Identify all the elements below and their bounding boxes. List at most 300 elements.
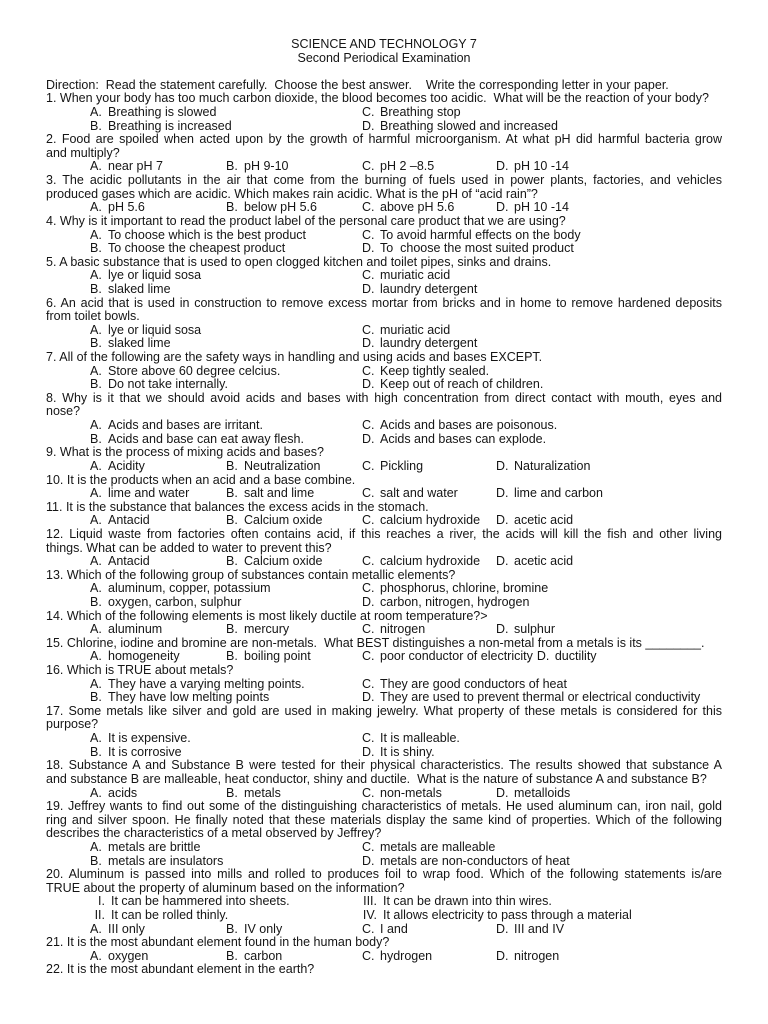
question-1 bbox=[46, 92, 722, 133]
option-text: muriatic acid bbox=[380, 322, 451, 337]
option-text: Pickling bbox=[380, 458, 424, 473]
question-number: 3. bbox=[46, 173, 57, 188]
question-10 bbox=[46, 474, 722, 501]
option-text: hydrogen bbox=[380, 948, 433, 963]
question-number: 9. bbox=[46, 445, 57, 460]
option-letter: C. bbox=[362, 649, 375, 664]
options-row bbox=[46, 746, 722, 760]
question-number: 22. bbox=[46, 962, 64, 977]
option-letter: A. bbox=[90, 227, 102, 242]
answer-option-c bbox=[362, 324, 450, 338]
options-row bbox=[46, 582, 722, 596]
option-letter: D. bbox=[362, 431, 375, 446]
option-text: It allows electricity to pass through a material bbox=[383, 908, 632, 922]
option-letter: B. bbox=[226, 200, 238, 215]
question-5 bbox=[46, 256, 722, 297]
option-letter: IV. bbox=[362, 908, 377, 922]
option-text: metals are brittle bbox=[108, 839, 201, 854]
option-letter: B. bbox=[226, 921, 238, 936]
option-text: Acids and bases are irritant. bbox=[108, 418, 263, 433]
question-number: 5. bbox=[46, 254, 57, 269]
option-text: acetic acid bbox=[514, 554, 574, 569]
question-stem-line bbox=[46, 637, 722, 651]
answer-option-a bbox=[90, 160, 226, 174]
question-number: 12. bbox=[46, 526, 64, 541]
option-letter: C. bbox=[362, 322, 375, 337]
option-letter: A. bbox=[90, 785, 102, 800]
options-row bbox=[46, 623, 722, 637]
answer-option-b bbox=[226, 787, 362, 801]
answer-option-b bbox=[90, 337, 362, 351]
answer-option-a bbox=[90, 678, 362, 692]
exam-subtitle: Second Periodical Examination bbox=[297, 50, 471, 65]
question-3 bbox=[46, 174, 722, 215]
question-number: 10. bbox=[46, 472, 64, 487]
option-letter: C. bbox=[362, 676, 375, 691]
question-stem-line bbox=[46, 297, 722, 311]
option-text: Acids and base can eat away flesh. bbox=[108, 431, 304, 446]
question-number: 14. bbox=[46, 608, 64, 623]
answer-option-c bbox=[362, 787, 496, 801]
option-text: non-metals bbox=[380, 785, 442, 800]
question-stem-line bbox=[46, 773, 722, 787]
option-text: slaked lime bbox=[108, 281, 171, 296]
answer-option-c bbox=[362, 229, 581, 243]
answer-option-c bbox=[362, 841, 495, 855]
question-text: nose? bbox=[46, 404, 81, 419]
question-text: and multiply? bbox=[46, 145, 120, 160]
option-letter: A. bbox=[90, 105, 102, 120]
question-text: Food are spoiled when acted upon by the growth of harmful microorganism. At what pH did harmful bacteria grow bbox=[61, 132, 722, 147]
option-letter: B. bbox=[90, 744, 102, 759]
question-stem-line bbox=[46, 718, 722, 732]
option-text: metals are malleable bbox=[380, 839, 496, 854]
question-text: An acid that is used in construction to remove excess mortar from bricks and in home to remove hardened deposits bbox=[60, 295, 722, 310]
question-text: It is the substance that balances the excess acids in the stomach. bbox=[65, 499, 429, 514]
options-row bbox=[46, 855, 722, 869]
answer-option-c bbox=[362, 555, 496, 569]
options-row bbox=[46, 650, 722, 664]
options-row bbox=[46, 732, 722, 746]
answer-option-a bbox=[90, 201, 226, 215]
option-letter: A. bbox=[90, 921, 102, 936]
question-stem-line bbox=[46, 133, 722, 147]
question-text: When your body has too much carbon dioxide, the blood becomes too acidic. What will be the reaction of your body? bbox=[59, 91, 709, 106]
answer-option-b bbox=[90, 746, 362, 760]
option-text: near pH 7 bbox=[108, 159, 163, 174]
question-text: Why is it that we should avoid acids and bases with high concentration from direct contact with mouth, eyes and bbox=[62, 390, 722, 405]
answer-option-b bbox=[90, 433, 362, 447]
option-letter: I. bbox=[98, 894, 105, 909]
question-stem-line bbox=[46, 405, 722, 419]
option-text: nitrogen bbox=[380, 622, 426, 637]
options-row bbox=[46, 201, 722, 215]
answer-option-d bbox=[496, 950, 559, 964]
option-text: slaked lime bbox=[108, 336, 171, 351]
question-text: Some metals like silver and gold are used in making jewelry. What property of these metals is considered for this bbox=[68, 703, 722, 718]
answer-option-a bbox=[90, 487, 226, 501]
option-letter: C. bbox=[362, 921, 375, 936]
answer-option-c bbox=[362, 582, 548, 596]
option-letter: D. bbox=[362, 594, 375, 609]
answer-option-c bbox=[362, 419, 557, 433]
options-row bbox=[46, 365, 722, 379]
option-letter: D. bbox=[496, 921, 509, 936]
answer-option-d bbox=[496, 923, 564, 937]
question-stem-line bbox=[46, 92, 722, 106]
option-letter: II. bbox=[94, 908, 105, 922]
options-row bbox=[46, 337, 722, 351]
statement-iii bbox=[362, 895, 552, 909]
option-text: It is malleable. bbox=[380, 731, 460, 746]
option-letter: A. bbox=[90, 200, 102, 215]
option-text: pH 9-10 bbox=[244, 159, 289, 174]
option-text: homogeneity bbox=[108, 649, 180, 664]
question-stem-line bbox=[46, 800, 722, 814]
option-letter: D. bbox=[362, 377, 375, 392]
option-letter: A. bbox=[90, 486, 102, 501]
options-row bbox=[46, 950, 722, 964]
option-letter: A. bbox=[90, 839, 102, 854]
option-text: mercury bbox=[244, 622, 290, 637]
option-text: Antacid bbox=[108, 513, 150, 528]
option-text: aluminum, copper, potassium bbox=[108, 581, 271, 596]
option-text: It is shiny. bbox=[380, 744, 435, 759]
option-text: Breathing stop bbox=[380, 105, 461, 120]
question-stem-line bbox=[46, 664, 722, 678]
question-4 bbox=[46, 215, 722, 256]
option-letter: B. bbox=[226, 458, 238, 473]
answer-option-b bbox=[226, 650, 362, 664]
answer-option-a bbox=[90, 923, 226, 937]
answer-option-b bbox=[90, 120, 362, 134]
option-text: metals are non-conductors of heat bbox=[380, 853, 570, 868]
option-text: Acids and bases are poisonous. bbox=[380, 418, 558, 433]
question-9 bbox=[46, 446, 722, 473]
answer-option-d bbox=[496, 514, 573, 528]
option-text: To avoid harmful effects on the body bbox=[380, 227, 581, 242]
option-letter: A. bbox=[90, 649, 102, 664]
question-stem-line bbox=[46, 759, 722, 773]
option-text: calcium hydroxide bbox=[380, 554, 481, 569]
answer-option-b bbox=[226, 923, 362, 937]
options-row bbox=[46, 691, 722, 705]
question-stem-line bbox=[46, 868, 722, 882]
option-letter: A. bbox=[90, 458, 102, 473]
options-row bbox=[46, 378, 722, 392]
options-row bbox=[46, 283, 722, 297]
question-number: 17. bbox=[46, 703, 64, 718]
question-text: Which of the following elements is most likely ductile at room temperature?> bbox=[66, 608, 488, 623]
answer-option-c bbox=[362, 460, 496, 474]
option-text: It is expensive. bbox=[108, 731, 191, 746]
option-text: pH 5.6 bbox=[108, 200, 145, 215]
option-letter: C. bbox=[362, 785, 375, 800]
question-text: What is the process of mixing acids and bases? bbox=[59, 445, 324, 460]
answer-option-b bbox=[226, 514, 362, 528]
option-text: Antacid bbox=[108, 554, 150, 569]
answer-option-a bbox=[90, 269, 362, 283]
question-stem-line bbox=[46, 882, 722, 896]
option-letter: D. bbox=[496, 159, 509, 174]
option-text: III and IV bbox=[514, 921, 565, 936]
answer-option-d bbox=[362, 283, 477, 297]
answer-option-b bbox=[90, 596, 362, 610]
option-text: acids bbox=[108, 785, 138, 800]
option-letter: B. bbox=[226, 948, 238, 963]
answer-option-c bbox=[362, 269, 450, 283]
question-text: Jeffrey wants to find out some of the distinguishing characteristics of metals. He used aluminum can, iron nail, gold bbox=[68, 799, 722, 814]
option-text: Naturalization bbox=[514, 458, 591, 473]
option-text: oxygen bbox=[108, 948, 149, 963]
question-number: 19. bbox=[46, 799, 64, 814]
option-text: acetic acid bbox=[514, 513, 574, 528]
option-letter: B. bbox=[226, 622, 238, 637]
option-letter: D. bbox=[496, 622, 509, 637]
answer-option-b bbox=[90, 691, 362, 705]
options-row bbox=[46, 596, 722, 610]
option-letter: B. bbox=[90, 241, 102, 256]
option-text: It can be drawn into thin wires. bbox=[383, 894, 552, 909]
option-letter: C. bbox=[362, 731, 375, 746]
option-letter: D. bbox=[496, 486, 509, 501]
answer-option-a bbox=[90, 106, 362, 120]
answer-option-d bbox=[362, 378, 543, 392]
option-text: laundry detergent bbox=[380, 336, 478, 351]
option-text: It is corrosive bbox=[108, 744, 182, 759]
question-2 bbox=[46, 133, 722, 174]
option-letter: B. bbox=[226, 554, 238, 569]
option-letter: D. bbox=[362, 744, 375, 759]
options-row bbox=[46, 433, 722, 447]
answer-option-b bbox=[90, 242, 362, 256]
answer-option-d bbox=[537, 650, 597, 664]
option-text: Neutralization bbox=[244, 458, 321, 473]
question-text: Chlorine, iodine and bromine are non-metals. What BEST distinguishes a non-metal from a metals is its ________. bbox=[66, 635, 705, 650]
question-stem-line bbox=[46, 936, 722, 950]
option-letter: C. bbox=[362, 227, 375, 242]
question-11 bbox=[46, 501, 722, 528]
directions: Direction: Read the statement carefully. Choose the best answer. Write the corresponding letter in your paper. bbox=[46, 77, 669, 92]
options-row bbox=[46, 555, 722, 569]
option-text: muriatic acid bbox=[380, 268, 451, 283]
option-text: Keep tightly sealed. bbox=[380, 363, 490, 378]
question-number: 13. bbox=[46, 567, 64, 582]
option-text: They are used to prevent thermal or electrical conductivity bbox=[380, 690, 701, 705]
option-text: oxygen, carbon, sulphur bbox=[108, 594, 242, 609]
question-text: It is the most abundant element found in the human body? bbox=[66, 935, 390, 950]
option-letter: B. bbox=[90, 336, 102, 351]
option-letter: D. bbox=[496, 458, 509, 473]
option-letter: A. bbox=[90, 513, 102, 528]
option-letter: D. bbox=[362, 690, 375, 705]
option-letter: D. bbox=[362, 118, 375, 133]
option-letter: B. bbox=[90, 853, 102, 868]
option-letter: C. bbox=[362, 418, 375, 433]
option-text: pH 10 -14 bbox=[514, 200, 569, 215]
answer-option-d bbox=[496, 160, 569, 174]
answer-option-b bbox=[226, 460, 362, 474]
question-text: TRUE about the property of aluminum based on the information? bbox=[46, 880, 405, 895]
option-text: salt and lime bbox=[244, 486, 315, 501]
option-text: aluminum bbox=[108, 622, 163, 637]
option-letter: A. bbox=[90, 622, 102, 637]
statements-row bbox=[46, 895, 722, 909]
question-list bbox=[46, 92, 722, 977]
question-12 bbox=[46, 528, 722, 569]
question-text: describes the characteristics of a metal observed by Jeffrey? bbox=[46, 826, 382, 841]
answer-option-c bbox=[362, 487, 496, 501]
question-16 bbox=[46, 664, 722, 705]
question-stem-line bbox=[46, 474, 722, 488]
answer-option-d bbox=[362, 596, 529, 610]
question-22 bbox=[46, 963, 722, 977]
answer-option-b bbox=[226, 487, 362, 501]
exam-page bbox=[46, 38, 722, 977]
options-row bbox=[46, 160, 722, 174]
options-row bbox=[46, 923, 722, 937]
option-text: nitrogen bbox=[514, 948, 560, 963]
option-letter: B. bbox=[90, 377, 102, 392]
option-letter: D. bbox=[362, 853, 375, 868]
answer-option-c bbox=[362, 950, 496, 964]
option-letter: C. bbox=[362, 513, 375, 528]
answer-option-d bbox=[362, 855, 570, 869]
answer-option-b bbox=[90, 855, 362, 869]
question-text: Why is it important to read the product label of the personal care product that we are using? bbox=[59, 213, 566, 228]
option-letter: D. bbox=[496, 200, 509, 215]
option-text: Calcium oxide bbox=[244, 513, 323, 528]
answer-option-a bbox=[90, 623, 226, 637]
answer-option-d bbox=[362, 433, 546, 447]
answer-option-a bbox=[90, 950, 226, 964]
question-text: and substance B are malleable, heat conductor, shiny and ductile. What is the nature of substance A and substance B? bbox=[46, 771, 707, 786]
answer-option-c bbox=[362, 678, 567, 692]
option-text: To choose which is the best product bbox=[108, 227, 307, 242]
answer-option-c bbox=[362, 514, 496, 528]
question-number: 7. bbox=[46, 350, 57, 365]
question-7 bbox=[46, 351, 722, 392]
answer-option-a bbox=[90, 787, 226, 801]
question-text: things. What can be added to water to prevent this? bbox=[46, 540, 332, 555]
statement-i bbox=[90, 895, 362, 909]
option-text: lye or liquid sosa bbox=[108, 322, 202, 337]
answer-option-c bbox=[362, 201, 496, 215]
option-letter: B. bbox=[90, 431, 102, 446]
options-row bbox=[46, 106, 722, 120]
answer-option-d bbox=[362, 242, 574, 256]
answer-option-b bbox=[90, 283, 362, 297]
question-stem-line bbox=[46, 528, 722, 542]
option-text: Do not take internally. bbox=[108, 377, 228, 392]
question-stem-line bbox=[46, 827, 722, 841]
question-stem-line bbox=[46, 569, 722, 583]
option-text: poor conductor of electricity bbox=[380, 649, 533, 664]
question-number: 4. bbox=[46, 213, 57, 228]
question-number: 21. bbox=[46, 935, 64, 950]
question-text: It is the products when an acid and a base combine. bbox=[66, 472, 356, 487]
question-stem-line bbox=[46, 610, 722, 624]
option-letter: D. bbox=[536, 649, 550, 664]
exam-title: SCIENCE AND TECHNOLOGY 7 bbox=[291, 37, 477, 51]
options-row bbox=[46, 229, 722, 243]
question-text: ring and silver spoon. He finally noted that these materials display the same kind of properties. Which of the following bbox=[46, 812, 722, 827]
answer-option-d bbox=[496, 460, 590, 474]
answer-option-a bbox=[90, 841, 362, 855]
option-letter: C. bbox=[362, 200, 375, 215]
option-letter: D. bbox=[496, 554, 509, 569]
answer-option-a bbox=[90, 324, 362, 338]
question-number: 15. bbox=[46, 635, 64, 650]
question-number: 8. bbox=[46, 390, 57, 405]
answer-option-c bbox=[362, 623, 496, 637]
option-letter: D. bbox=[496, 785, 509, 800]
answer-option-d bbox=[496, 555, 573, 569]
question-text: Substance A and Substance B were tested for their physical characteristics. The results showed that substance A bbox=[68, 758, 722, 773]
option-letter: A. bbox=[90, 363, 102, 378]
question-stem-line bbox=[46, 310, 722, 324]
question-number: 18. bbox=[46, 758, 64, 773]
answer-option-d bbox=[362, 337, 477, 351]
options-row bbox=[46, 419, 722, 433]
option-text: It can be rolled thinly. bbox=[111, 908, 229, 922]
question-19 bbox=[46, 800, 722, 868]
answer-option-a bbox=[90, 229, 362, 243]
option-text: They have low melting points bbox=[108, 690, 270, 705]
option-letter: A. bbox=[90, 418, 102, 433]
option-text: IV only bbox=[244, 921, 283, 936]
option-letter: D. bbox=[496, 513, 509, 528]
question-number: 20. bbox=[46, 867, 64, 882]
option-letter: C. bbox=[362, 554, 375, 569]
option-letter: A. bbox=[90, 554, 102, 569]
question-stem-line bbox=[46, 188, 722, 202]
option-text: calcium hydroxide bbox=[380, 513, 481, 528]
answer-option-a bbox=[90, 650, 226, 664]
option-text: They are good conductors of heat bbox=[380, 676, 567, 691]
options-row bbox=[46, 460, 722, 474]
option-letter: A. bbox=[90, 731, 102, 746]
question-stem-line bbox=[46, 392, 722, 406]
option-letter: B. bbox=[226, 159, 238, 174]
option-text: carbon bbox=[244, 948, 283, 963]
option-text: phosphorus, chlorine, bromine bbox=[380, 581, 549, 596]
option-text: Keep out of reach of children. bbox=[380, 377, 544, 392]
option-text: Acidity bbox=[108, 458, 145, 473]
option-letter: C. bbox=[362, 486, 375, 501]
question-text: It is the most abundant element in the earth? bbox=[66, 962, 315, 977]
statement-iv bbox=[362, 909, 632, 923]
options-row bbox=[46, 841, 722, 855]
question-text: produced gases which are acidic. Which makes rain acidic. What is the pH of “acid rain”? bbox=[46, 186, 538, 201]
answer-option-a bbox=[90, 419, 362, 433]
option-text: I and bbox=[380, 921, 408, 936]
option-letter: B. bbox=[226, 513, 238, 528]
option-text: metals are insulators bbox=[108, 853, 224, 868]
answer-option-b bbox=[226, 160, 362, 174]
option-text: above pH 5.6 bbox=[380, 200, 455, 215]
question-text: A basic substance that is used to open clogged kitchen and toilet pipes, sinks and drains. bbox=[59, 254, 552, 269]
question-text: Liquid waste from factories often contains acid, if this reaches a river, the acids will kill the fish and other living bbox=[69, 526, 722, 541]
answer-option-c bbox=[362, 160, 496, 174]
option-letter: C. bbox=[362, 363, 375, 378]
question-14 bbox=[46, 610, 722, 637]
option-letter: C. bbox=[362, 622, 375, 637]
answer-option-c bbox=[362, 365, 489, 379]
option-text: laundry detergent bbox=[380, 281, 478, 296]
question-number: 16. bbox=[46, 663, 64, 678]
option-letter: D. bbox=[362, 241, 375, 256]
